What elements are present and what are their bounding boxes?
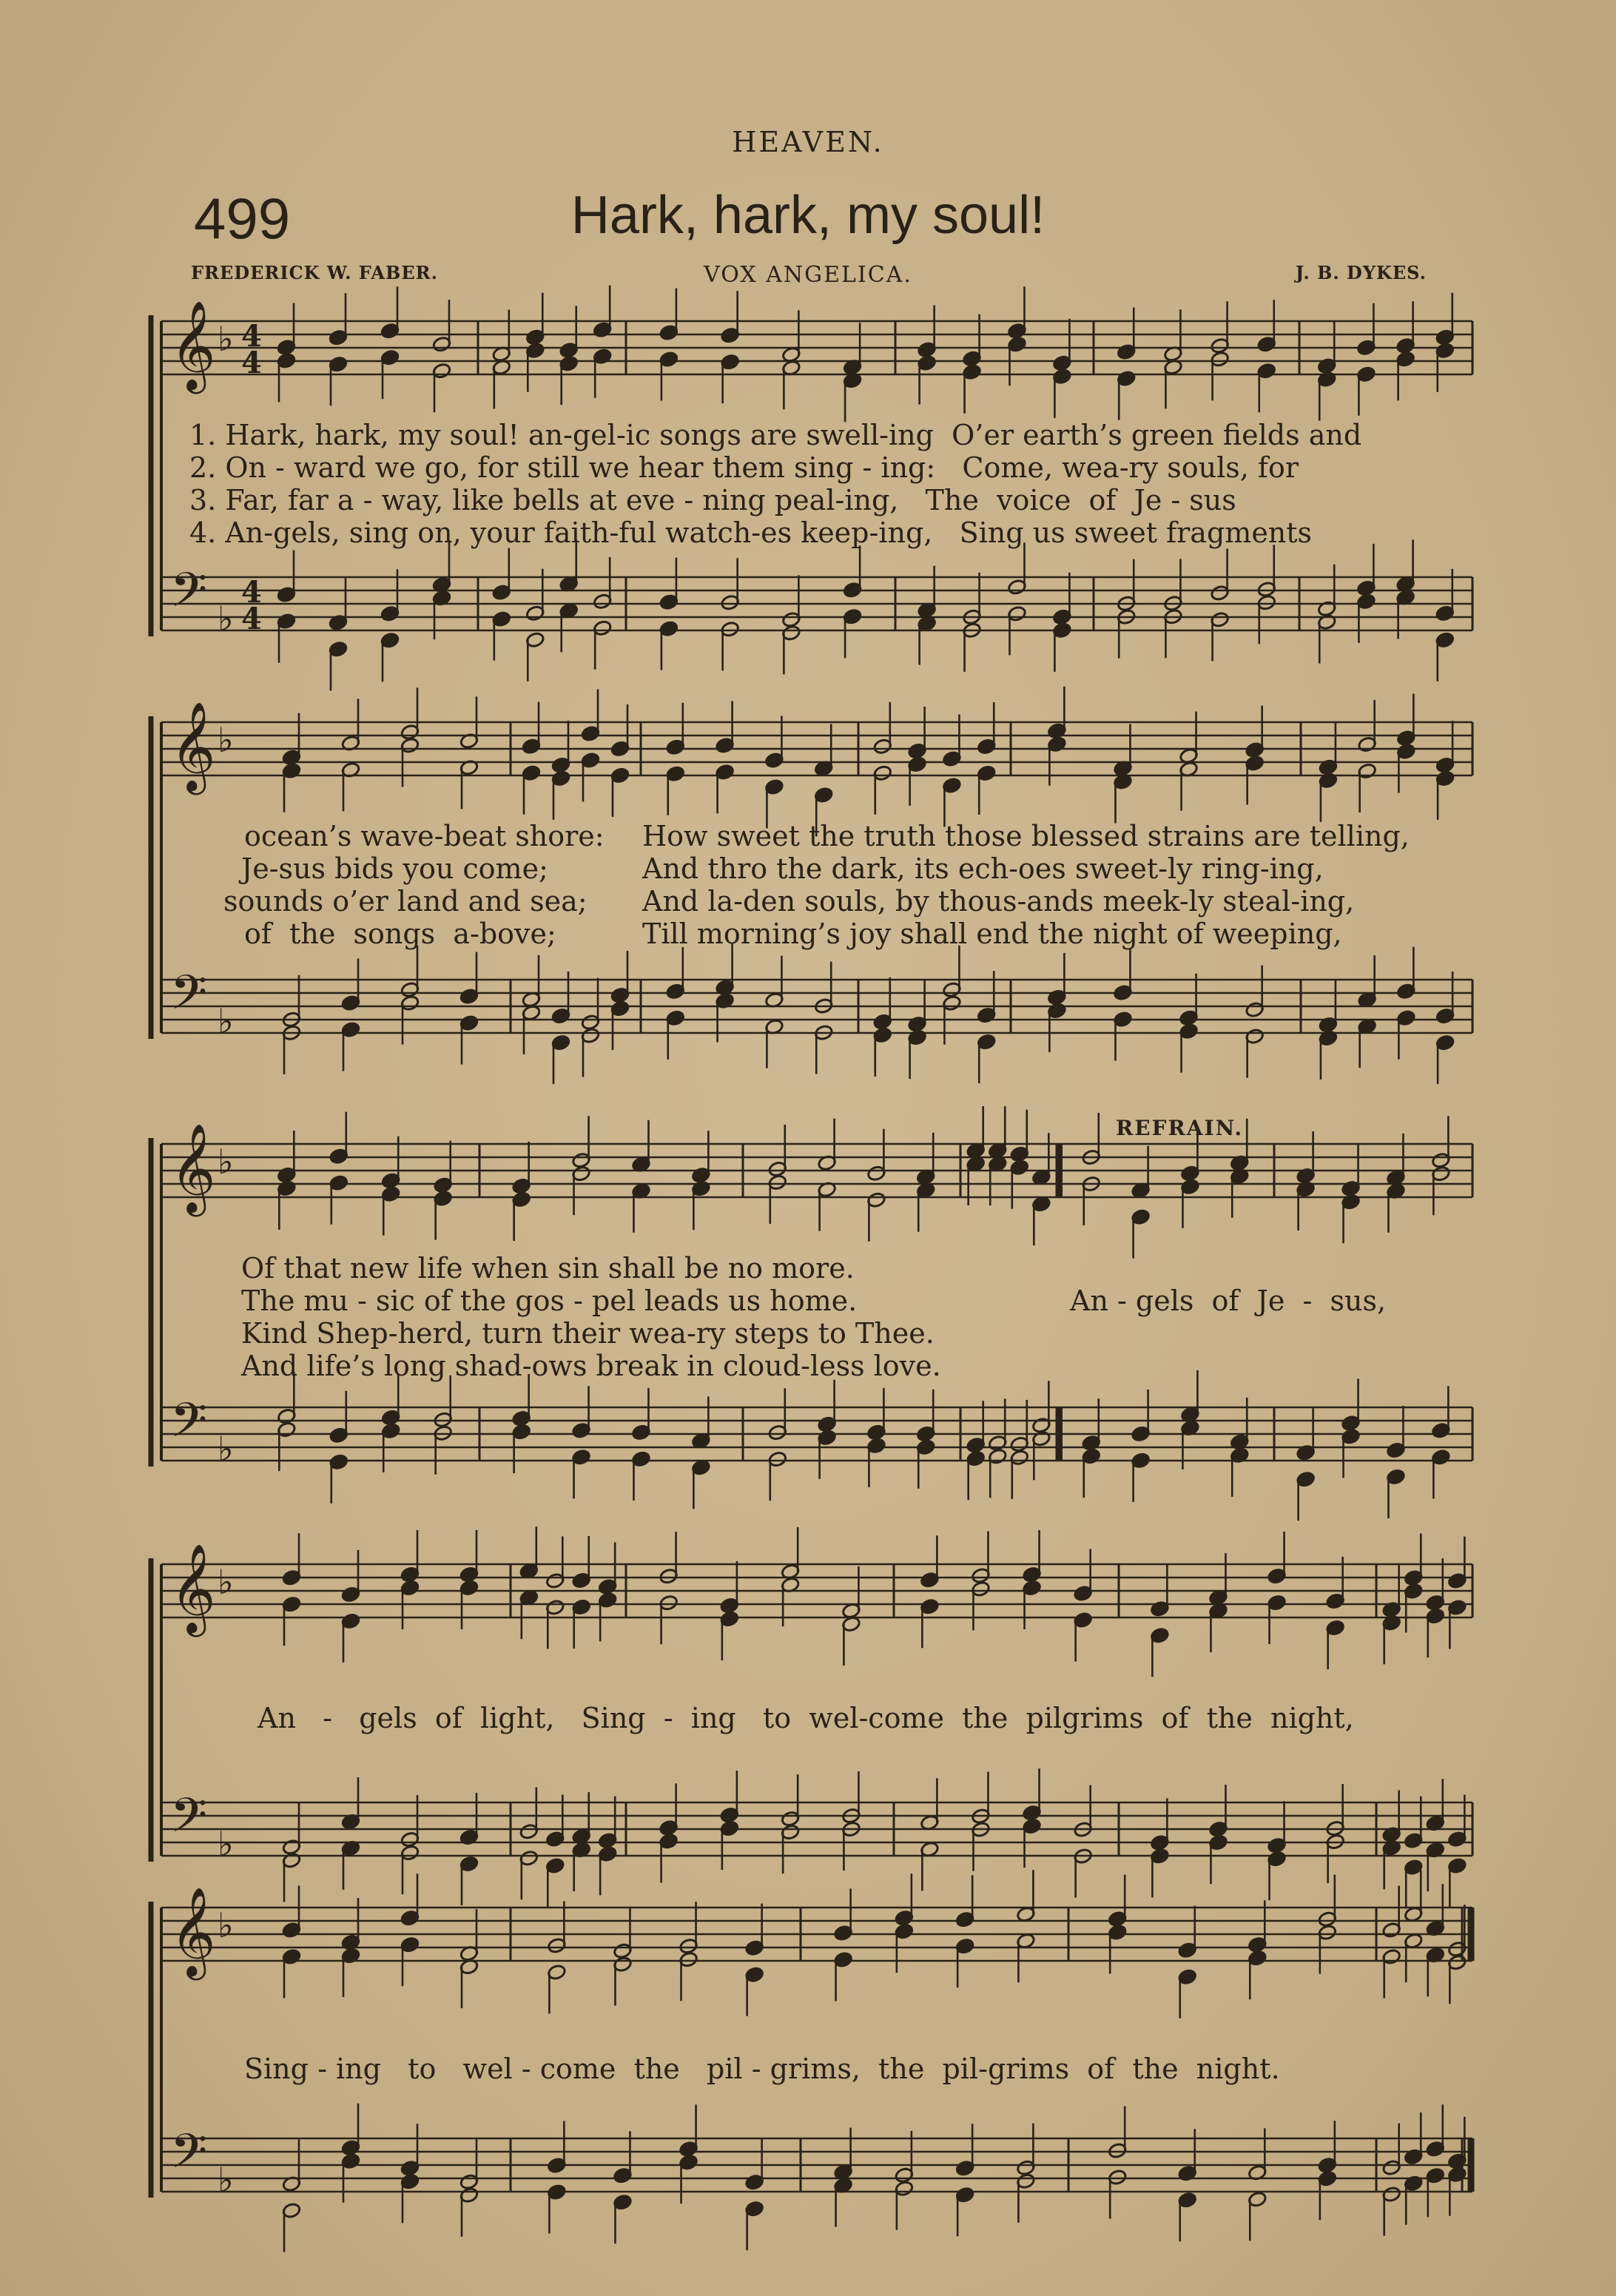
treble-clef-icon: 𝄞 <box>170 1122 216 1213</box>
lyric-verse-2-line-2b: And thro the dark, its ech-oes sweet-ly ring-ing, <box>642 852 1324 885</box>
lyric-verse-3-line-3: Kind Shep-herd, turn their wea-ry steps to Thee. <box>241 1317 935 1350</box>
flat-sign-icon: ♭ <box>218 319 234 359</box>
lyric-verse-3-line-2a: sounds o’er land and sea; <box>223 885 588 918</box>
time-signature-bass-top: 4 <box>241 575 262 610</box>
composer-credit: J. B. DYKES. <box>1295 262 1427 283</box>
bass-clef-icon: 𝄢 <box>170 1393 208 1460</box>
lyric-verse-4-line-3: And life’s long shad-ows break in cloud-less love. <box>241 1350 941 1382</box>
bass-clef-icon: 𝄢 <box>170 2124 208 2191</box>
lyric-verse-3-line-1: 3. Far, far a - way, like bells at eve - ning peal-ing, The voice of Je - sus <box>189 484 1236 516</box>
bass-clef-icon: 𝄢 <box>170 563 208 630</box>
treble-clef-icon: 𝄞 <box>170 1543 216 1633</box>
lyric-verse-4-line-2b: Till morning’s joy shall end the night of weeping, <box>642 918 1342 950</box>
tune-name: VOX ANGELICA. <box>704 262 912 288</box>
flat-sign-icon: ♭ <box>218 1429 234 1469</box>
flat-sign-icon: ♭ <box>218 1142 234 1182</box>
lyric-refrain-1: An - gels of Je - sus, <box>1070 1285 1387 1317</box>
time-signature-treble-bottom: 4 <box>241 346 262 380</box>
lyric-verse-1-line-2b: How sweet the truth those blessed strains are telling, <box>642 820 1410 852</box>
lyric-refrain-2: An - gels of light, Sing - ing to wel-come the pilgrims of the night, <box>257 1702 1354 1734</box>
flat-sign-icon: ♭ <box>218 720 234 760</box>
treble-clef-icon: 𝄞 <box>170 300 216 390</box>
treble-clef-icon: 𝄞 <box>170 1886 216 1976</box>
section-title: HEAVEN. <box>732 126 884 158</box>
lyric-verse-2-line-2a: Je-sus bids you come; <box>241 852 548 885</box>
hymn-number: 499 <box>194 186 291 251</box>
time-signature-bass-bottom: 4 <box>241 602 262 636</box>
lyric-verse-2-line-1: 2. On - ward we go, for still we hear them sing - ing: Come, wea-ry souls, for <box>189 451 1299 484</box>
lyric-verse-4-line-1: 4. An-gels, sing on, your faith-ful watch-es keep-ing, Sing us sweet fragments <box>189 516 1313 549</box>
lyric-verse-2-line-3: The mu - sic of the gos - pel leads us home. <box>241 1285 858 1317</box>
flat-sign-icon: ♭ <box>218 1001 234 1041</box>
author-credit: FREDERICK W. FABER. <box>191 262 438 283</box>
flat-sign-icon: ♭ <box>218 1905 234 1945</box>
lyric-verse-1-line-3: Of that new life when sin shall be no more. <box>241 1252 855 1285</box>
time-signature-treble-top: 4 <box>241 319 262 354</box>
flat-sign-icon: ♭ <box>218 1562 234 1602</box>
flat-sign-icon: ♭ <box>218 1824 234 1864</box>
flat-sign-icon: ♭ <box>218 2160 234 2200</box>
flat-sign-icon: ♭ <box>218 599 234 639</box>
lyric-refrain-3: Sing - ing to wel - come the pil - grims, the pil-grims of the night. <box>244 2053 1280 2085</box>
lyric-verse-3-line-2b: And la-den souls, by thous-ands meek-ly steal-ing, <box>642 885 1355 918</box>
lyric-verse-1-line-1: 1. Hark, hark, my soul! an-gel-ic songs are swell-ing O’er earth’s green fields and <box>189 419 1362 451</box>
lyric-verse-4-line-2a: of the songs a-bove; <box>244 918 556 950</box>
hymn-title: Hark, hark, my soul! <box>570 186 1046 245</box>
refrain-label: REFRAIN. <box>1116 1116 1244 1140</box>
bass-clef-icon: 𝄢 <box>170 1788 208 1855</box>
bass-clef-icon: 𝄢 <box>170 966 208 1032</box>
lyric-verse-1-line-2a: ocean’s wave-beat shore: <box>244 820 605 852</box>
treble-clef-icon: 𝄞 <box>170 701 216 791</box>
